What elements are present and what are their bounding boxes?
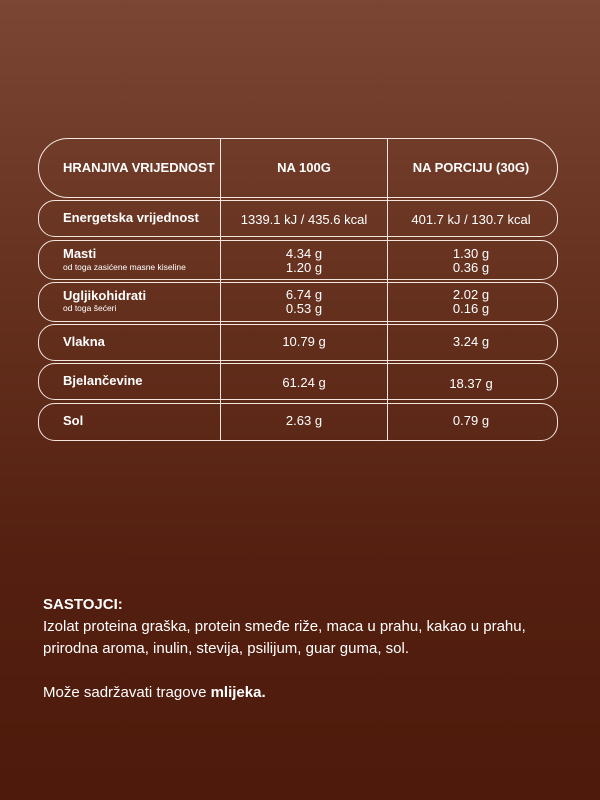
carbs-label: Ugljikohidrati [63, 288, 147, 303]
header-per-serving: NA PORCIJU (30G) [412, 160, 530, 175]
protein-label: Bjelančevine [63, 373, 143, 388]
fiber-label: Vlakna [63, 334, 105, 349]
carbs-per100: 6.74 g [285, 287, 323, 302]
ingredients-text: Izolat proteina graška, protein smeđe riže, maca u prahu, kakao u prahu, prirodna aroma, inulin, stevija, psilijum, guar guma, sol. [43, 618, 526, 657]
fat-per-serving: 1.30 g [452, 246, 490, 261]
fiber-per-serving: 3.24 g [452, 334, 490, 349]
fat-saturated-per100: 1.20 g [285, 260, 323, 275]
column-divider-2 [387, 138, 388, 441]
salt-per100: 2.63 g [285, 413, 323, 428]
protein-per100: 61.24 g [282, 375, 326, 390]
sugars-per-serving: 0.16 g [452, 301, 490, 316]
header-per100: NA 100G [277, 160, 331, 175]
fat-sub-label: od toga zasićene masne kiseline [63, 262, 186, 272]
energy-label: Energetska vrijednost [63, 210, 199, 225]
nutrition-table [38, 138, 558, 441]
fat-per100: 4.34 g [285, 246, 323, 261]
energy-per100: 1339.1 kJ / 435.6 kcal [240, 212, 368, 227]
salt-per-serving: 0.79 g [452, 413, 490, 428]
energy-per-serving: 401.7 kJ / 130.7 kcal [411, 212, 531, 227]
allergen-name: mlijeka. [210, 684, 266, 701]
ingredients-section [43, 594, 563, 704]
sugars-per100: 0.53 g [285, 301, 323, 316]
allergen-notice [43, 682, 563, 704]
fat-label: Masti [63, 246, 97, 261]
salt-label: Sol [63, 413, 84, 428]
protein-per-serving: 18.37 g [449, 376, 493, 391]
fat-saturated-per-serving: 0.36 g [452, 260, 490, 275]
fiber-per100: 10.79 g [282, 334, 326, 349]
ingredients-title: SASTOJCI: [43, 596, 123, 613]
allergen-notice-prefix: Može sadržavati tragove [43, 684, 211, 701]
header-nutrient: HRANJIVA VRIJEDNOST [63, 160, 215, 175]
column-divider-1 [220, 138, 221, 441]
carbs-sub-label: od toga šećeri [63, 303, 117, 313]
carbs-per-serving: 2.02 g [452, 287, 490, 302]
